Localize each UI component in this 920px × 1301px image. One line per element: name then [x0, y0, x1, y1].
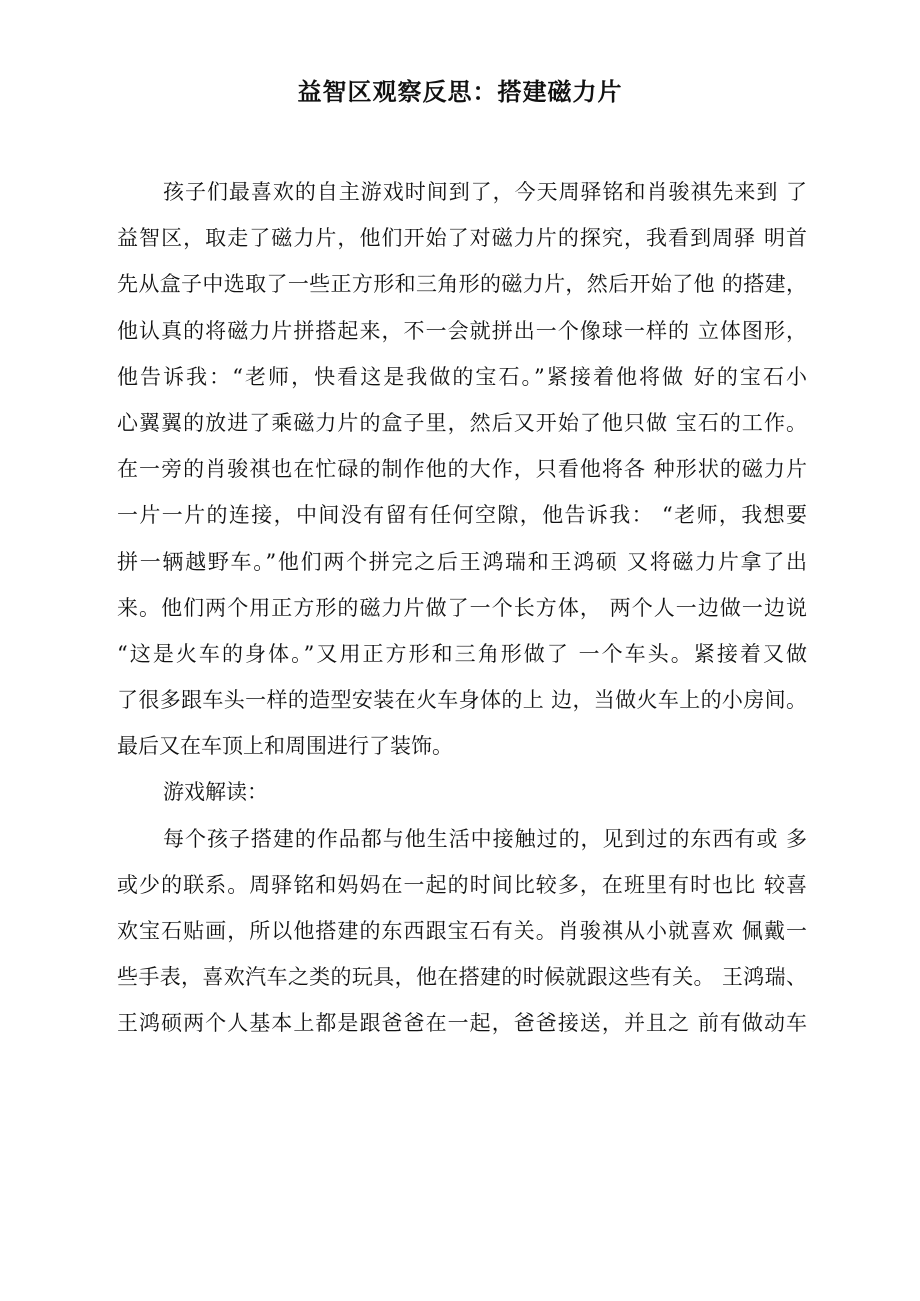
text-line: 心翼翼的放进了乘磁力片的盒子里，然后又开始了他只做 宝石的工作。 [117, 410, 807, 435]
text-line: 在一旁的肖骏祺也在忙碌的制作他的大作，只看他将各 种形状的磁力片 [117, 457, 807, 482]
text-line: 些手表，喜欢汽车之类的玩具，他在搭建的时候就跟这些有关。 王鸿瑞、 [117, 965, 807, 990]
text-line: 他认真的将磁力片拼搭起来，不一会就拼出一个像球一样的 立体图形， [117, 318, 807, 343]
paragraph-observation [117, 169, 807, 769]
text-line: 拼一辆越野车。”他们两个拼完之后王鸿瑞和王鸿硕 又将磁力片拿了出 [117, 549, 807, 574]
text-line: 一片一片的连接，中间没有留有任何空隙，他告诉我： “老师，我想要 [117, 503, 807, 528]
text-line: 益智区，取走了磁力片，他们开始了对磁力片的探究，我看到周驿 明首 [117, 226, 807, 251]
text-line: 孩子们最喜欢的自主游戏时间到了，今天周驿铭和肖骏祺先来到 了 [163, 180, 807, 204]
text-line: 他告诉我：“老师，快看这是我做的宝石。”紧接着他将做 好的宝石小 [117, 364, 807, 389]
text-line: 了很多跟车头一样的造型安装在火车身体的上 边，当做火车上的小房间。 [117, 688, 807, 713]
document-title: 益智区观察反思：搭建磁力片 [297, 78, 623, 106]
text-line: “这是火车的身体。”又用正方形和三角形做了 一个车头。紧接着又做 [117, 641, 807, 666]
text-line: 王鸿硕两个人基本上都是跟爸爸在一起，爸爸接送，并且之 前有做动车 [117, 1011, 807, 1036]
document-body [117, 169, 807, 1047]
text-line: 最后又在车顶上和周围进行了装饰。 [117, 734, 453, 759]
text-line: 先从盒子中选取了一些正方形和三角形的磁力片，然后开始了他 的搭建， [117, 272, 807, 297]
paragraph-interpretation [117, 816, 807, 1047]
section-label: 游戏解读： [163, 780, 268, 805]
text-line: 欢宝石贴画，所以他搭建的东西跟宝石有关。肖骏祺从小就喜欢 佩戴一 [117, 919, 807, 943]
text-line: 或少的联系。周驿铭和妈妈在一起的时间比较多，在班里有时也比 较喜 [117, 872, 807, 897]
text-line: 来。他们两个用正方形的磁力片做了一个长方体， 两个人一边做一边说 [117, 595, 807, 620]
text-line: 每个孩子搭建的作品都与他生活中接触过的，见到过的东西有或 多 [163, 826, 807, 851]
